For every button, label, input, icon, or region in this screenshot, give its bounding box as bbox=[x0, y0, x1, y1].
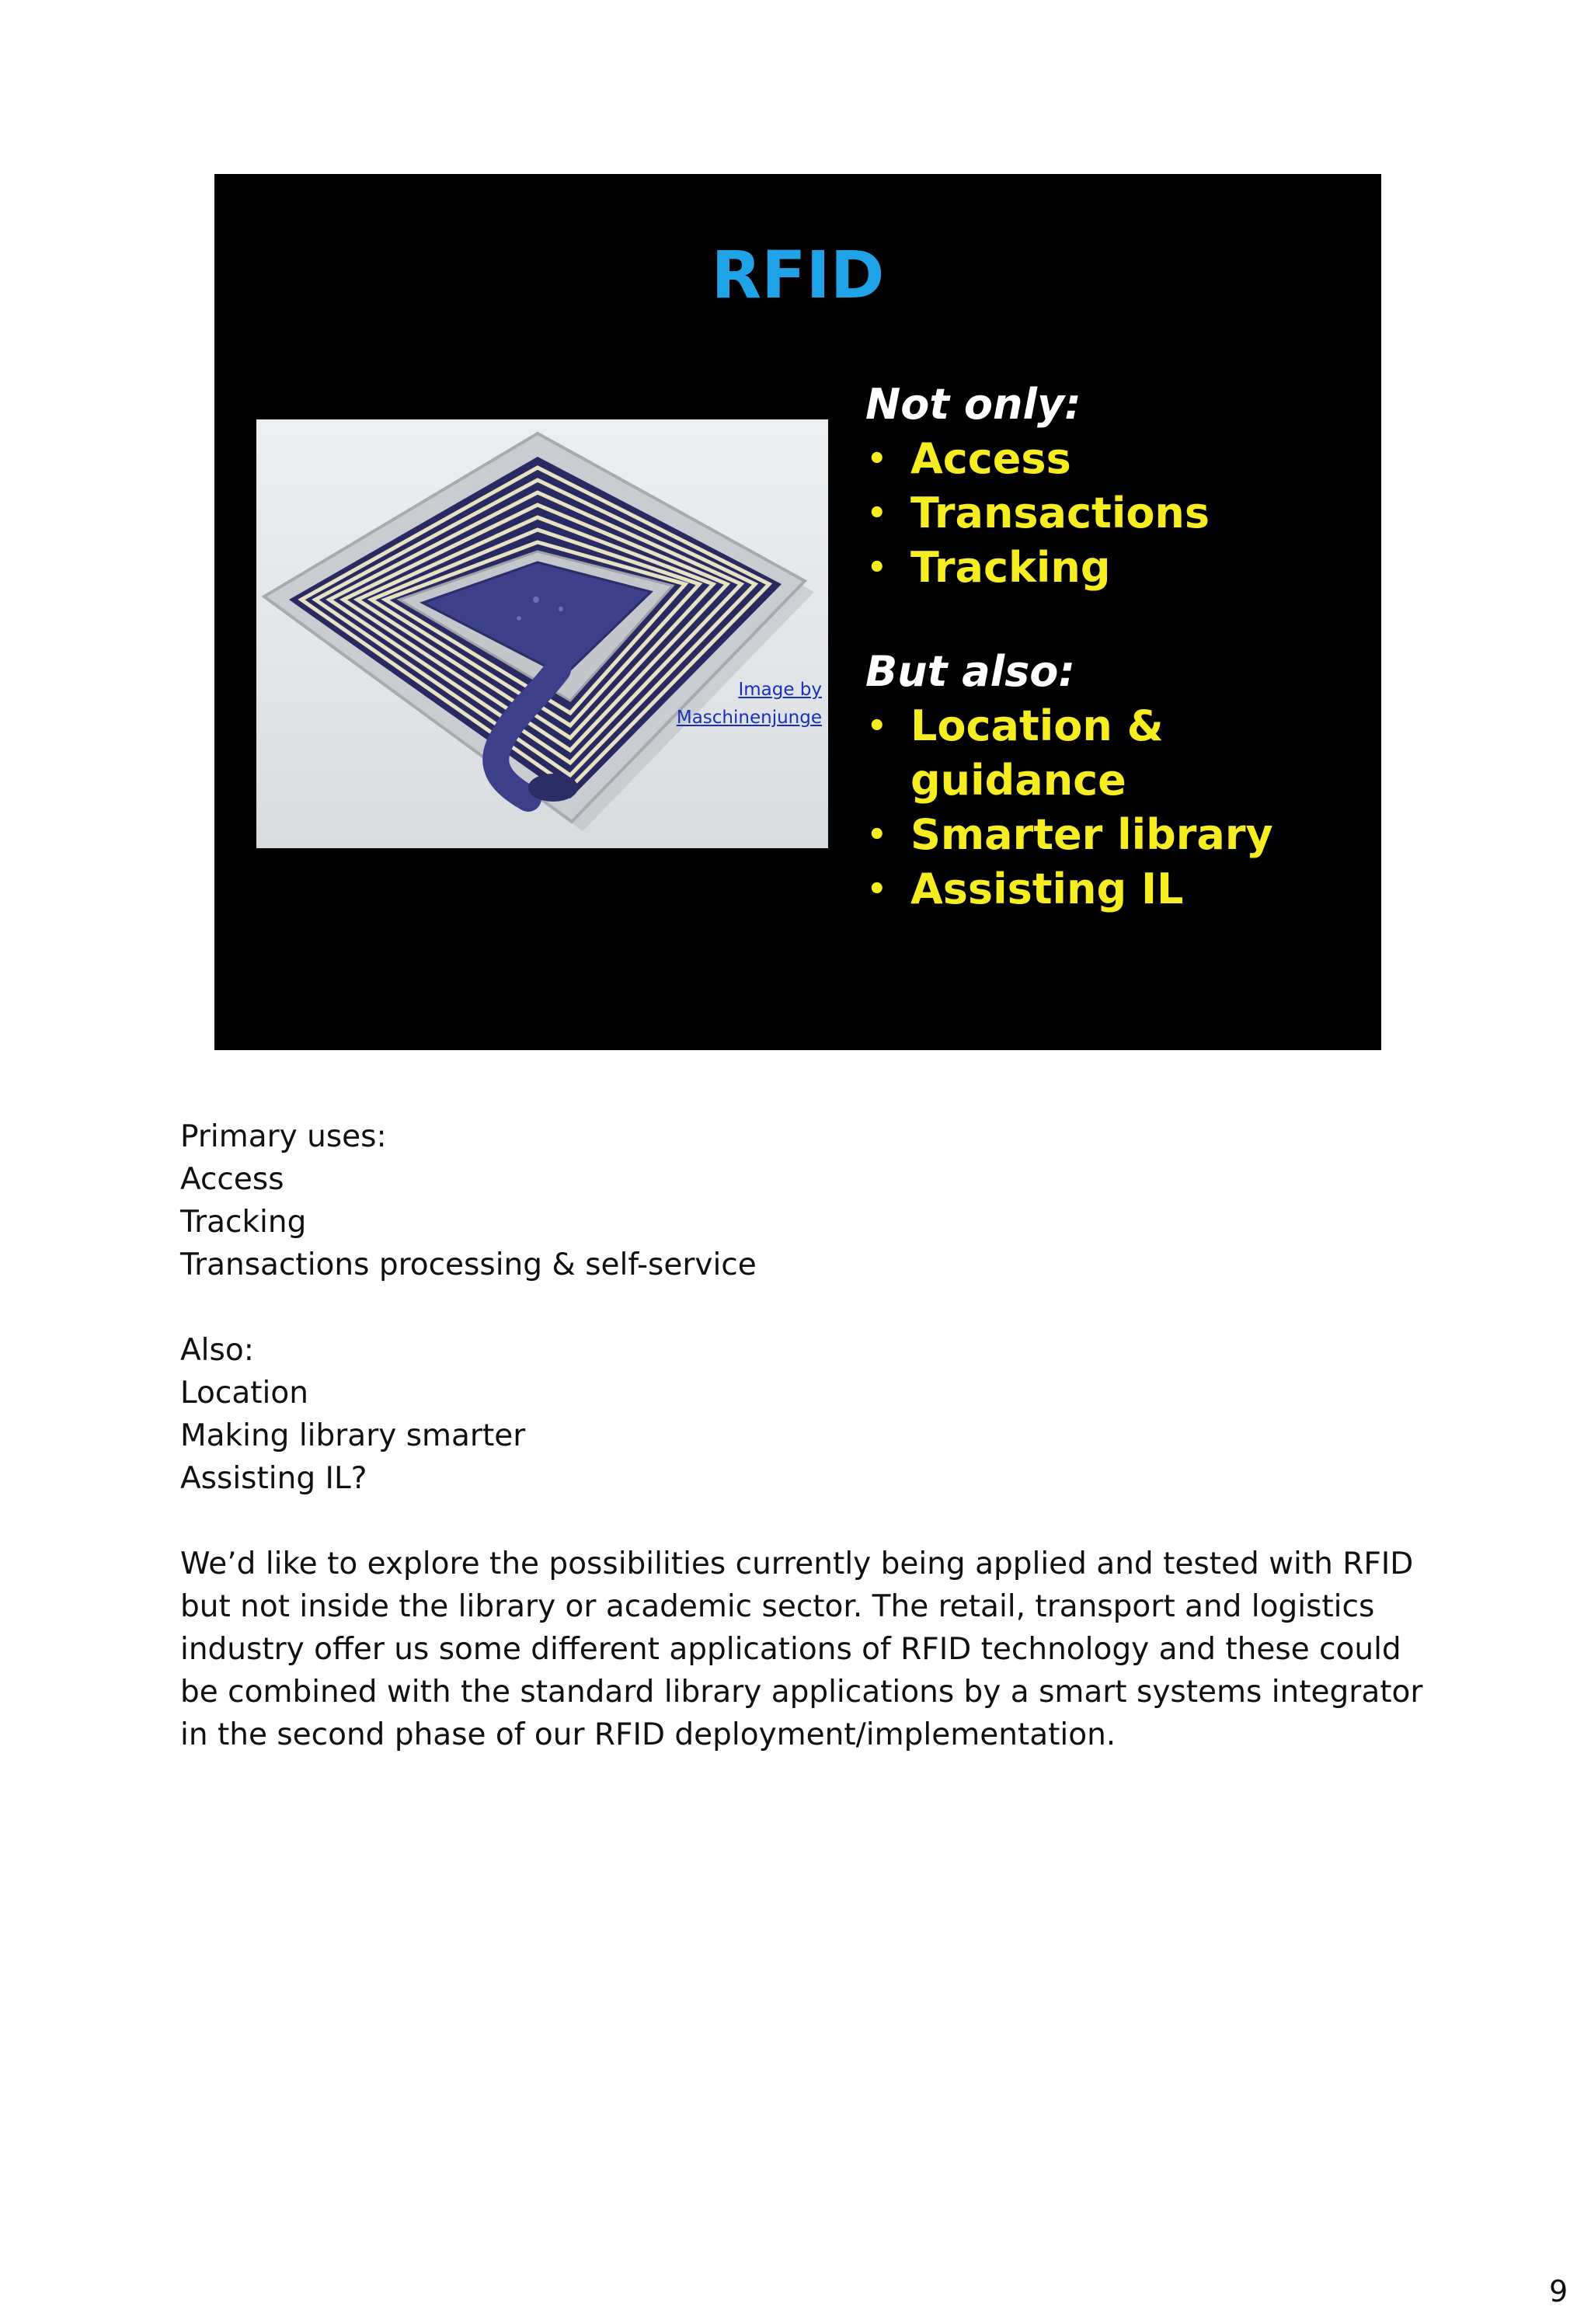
not-only-heading: Not only: bbox=[865, 380, 1081, 429]
slide-bullets bbox=[865, 377, 1363, 917]
bullet-item: • Tracking bbox=[865, 541, 1363, 595]
rfid-tag-illustration bbox=[256, 419, 828, 848]
notes-list-item: Making library smarter bbox=[180, 1418, 526, 1453]
slide bbox=[214, 174, 1381, 1050]
notes-list-item: Transactions processing & self-service bbox=[180, 1247, 757, 1282]
bullet-item: • Access bbox=[865, 432, 1363, 486]
slide-title: RFID bbox=[711, 237, 885, 313]
rfid-tag-photo bbox=[256, 419, 828, 848]
notes-spacer bbox=[180, 1500, 1439, 1543]
bullet-item: • Assisting IL bbox=[865, 862, 1363, 917]
not-only-list bbox=[865, 432, 1363, 595]
notes-list-item: Location bbox=[180, 1376, 308, 1411]
primary-uses-heading: Primary uses: bbox=[180, 1119, 387, 1154]
bullet-item: • Location & guidance bbox=[865, 699, 1363, 808]
notes-spacer bbox=[180, 1286, 1439, 1329]
but-also-heading: But also: bbox=[865, 647, 1075, 696]
bullet-item: • Smarter library bbox=[865, 808, 1363, 862]
image-credit-line-2[interactable]: Maschinenjunge bbox=[676, 708, 822, 728]
but-also-list bbox=[865, 699, 1363, 917]
notes-list-item: Access bbox=[180, 1162, 284, 1197]
speaker-notes bbox=[180, 1115, 1439, 1756]
notes-paragraph: We’d like to explore the possibilities currently being applied and tested with RFID but not inside the library or academic sector. The retail, transport and logistics industry offer us some different applications of RFID technology and these could be combined with the standard library applications by a smart systems integrator in the second phase of our RFID deployment/implementation. bbox=[180, 1546, 1423, 1752]
also-heading: Also: bbox=[180, 1333, 254, 1368]
bullet-item: • Transactions bbox=[865, 486, 1363, 541]
notes-list-item: Assisting IL? bbox=[180, 1461, 367, 1496]
notes-list-item: Tracking bbox=[180, 1205, 307, 1240]
image-credit-line-1[interactable]: Image by bbox=[738, 680, 822, 700]
page-number: 9 bbox=[1549, 2274, 1568, 2308]
image-credit-link[interactable] bbox=[677, 676, 822, 732]
